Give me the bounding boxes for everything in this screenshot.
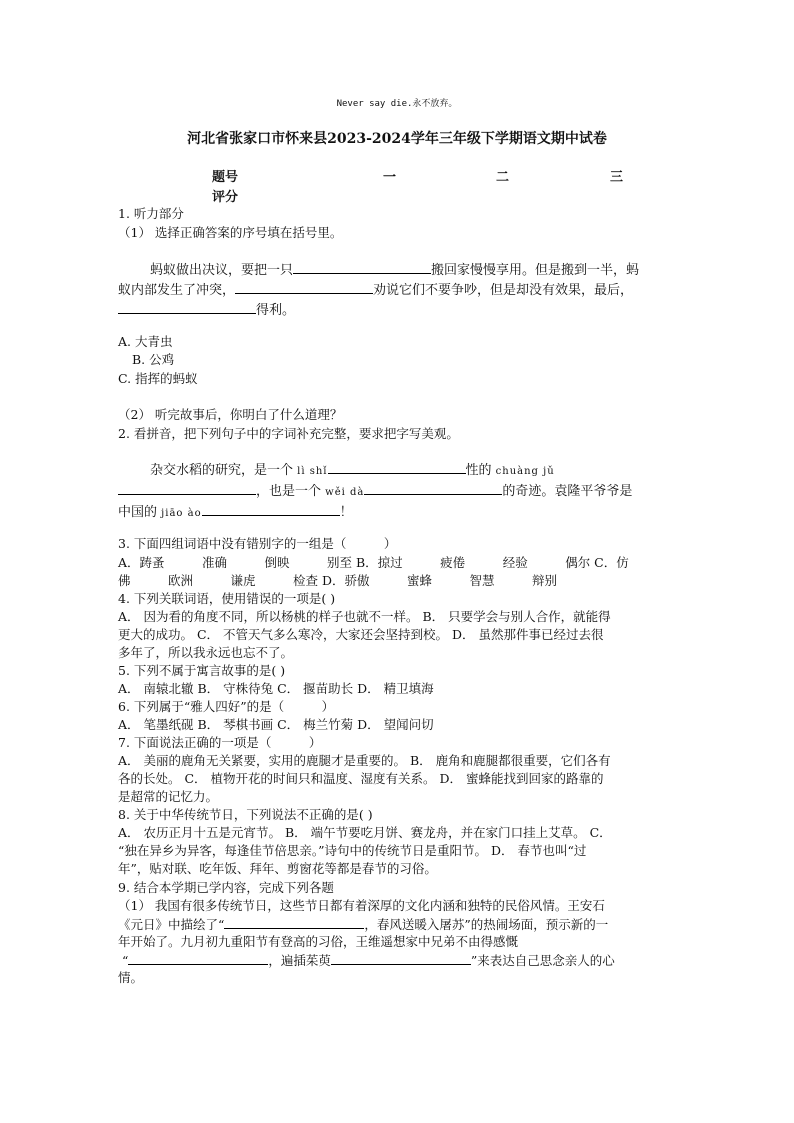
q4-options-line3: 多年了，所以我永远也忘不了。	[118, 645, 294, 660]
q4-options-line2: 更大的成功。 C． 不管天气多么寒冷，大家还会坚持到校。 D． 虽然那件事已经过去很	[118, 627, 604, 642]
q6-options: A． 笔墨纸砚 B． 琴棋书画 C． 梅兰竹菊 D． 望闻问切	[118, 717, 434, 732]
q4-options-line1: A． 因为看的角度不同，所以杨桃的样子也就不一样。 B． 只要学会与别人合作，就能得	[118, 609, 611, 624]
answer-blank[interactable]	[364, 481, 502, 495]
q7-options-line2: 各的长处。 C． 植物开花的时间只和温度、湿度有关系。 D． 蜜蜂能找到回家的路靠的	[118, 771, 604, 786]
q1-option-a: A. 大青虫	[118, 334, 173, 349]
pinyin-hint: jiāo ào	[161, 508, 202, 519]
score-table-col-3: 三	[610, 170, 624, 185]
answer-blank[interactable]	[128, 951, 268, 965]
pinyin-hint: lì shǐ	[297, 466, 328, 477]
q5-question: 5. 下列不属于寓言故事的是( )	[118, 663, 286, 678]
q2-passage	[118, 460, 678, 523]
score-table-col-2: 二	[496, 170, 510, 185]
answer-blank[interactable]	[118, 300, 256, 314]
q7-options-line3: 是超常的记忆力。	[118, 789, 219, 804]
q1-passage-text: 劝说它们不要争吵，但是却没有效果，最后，	[373, 283, 634, 298]
answer-blank[interactable]	[331, 951, 471, 965]
q1-passage	[118, 260, 678, 320]
answer-blank[interactable]	[118, 481, 256, 495]
q9-line2	[118, 915, 608, 935]
q7-options-line1: A． 美丽的鹿角无关紧要，实用的鹿腿才是重要的。 B． 鹿角和鹿腿都很重要，它们各有	[118, 753, 611, 768]
answer-blank[interactable]	[202, 502, 340, 516]
score-table-col-1: 一	[383, 170, 397, 185]
q9-line3: 年开始了。九月初九重阳节有登高的习俗，王维遥想家中兄弟不由得感慨	[118, 934, 519, 949]
answer-blank[interactable]	[293, 260, 431, 274]
q2-text: ！	[339, 505, 353, 520]
q2-title: 2. 看拼音，把下列句子中的字词补充完整，要求把字写美观。	[118, 426, 459, 441]
q9-line1: （1） 我国有很多传统节日，这些节日都有着深厚的文化内涵和独特的民俗风情。王安石	[118, 898, 605, 913]
q1-title: 1. 听力部分	[118, 206, 184, 221]
answer-blank[interactable]	[328, 460, 466, 474]
q2-text: 中国的	[118, 505, 158, 520]
q1-passage-text: 搬回家慢慢享用。但是搬到一半，蚂	[431, 263, 640, 278]
q8-options-line2: “独在异乡为异客，每逢佳节倍思亲。”诗句中的传统节日是重阳节。 D． 春节也叫“过	[118, 843, 587, 858]
q8-options-line1: A． 农历正月十五是元宵节。 B． 端午节要吃月饼、赛龙舟，并在家门口挂上艾草。 C．	[118, 825, 612, 840]
score-table-header-label: 题号	[212, 170, 239, 185]
q1-passage-text: 蚂蚁做出决议，要把一只	[150, 263, 294, 278]
q9-text: ，春风送暖入屠苏”的热闹场面，预示新的一	[364, 917, 609, 932]
q7-question: 7. 下面说法正确的一项是（ ）	[118, 735, 322, 750]
q9-text: “	[122, 953, 129, 968]
score-table-row-label: 评分	[212, 190, 239, 205]
q2-text: 的奇迹。袁隆平爷爷是	[502, 484, 633, 499]
exam-title: 河北省张家口市怀来县2023-2024学年三年级下学期语文期中试卷	[187, 131, 607, 147]
q1-option-b: B. 公鸡	[132, 352, 175, 367]
motto-header: Never say die.永不放弃。	[336, 99, 458, 109]
q8-options-line3: 年”，贴对联、吃年饭、拜年、剪窗花等都是春节的习俗。	[118, 861, 437, 876]
q3-options-line2: 佛 欧洲 谦虎 检查 D．骄傲 蜜蜂 智慧 辩别	[118, 573, 557, 588]
q1-sub1: （1） 选择正确答案的序号填在括号里。	[118, 225, 343, 240]
pinyin-hint: chuàng jǔ	[495, 466, 555, 477]
q1-passage-text: 蚁内部发生了冲突，	[118, 283, 236, 298]
q2-text: ，也是一个	[256, 484, 322, 499]
q1-sub2: （2） 听完故事后，你明白了什么道理？	[118, 407, 343, 422]
answer-blank[interactable]	[224, 915, 364, 929]
q2-text: 性的	[465, 463, 492, 478]
q5-options: A． 南辕北辙 B． 守株待兔 C． 揠苗助长 D． 精卫填海	[118, 681, 434, 696]
q2-text: 杂交水稻的研究，是一个	[150, 463, 294, 478]
q9-text: 《元日》中描绘了“	[118, 917, 225, 932]
q9-line5: 情。	[118, 970, 144, 985]
q9-text: ，遍插茱萸	[268, 953, 331, 968]
q3-options-line1: A．踌蚤 准确 倒映 别至 B．掠过 疲倦 经验 偶尔 C．仿	[118, 555, 629, 570]
q1-passage-text: 得利。	[256, 303, 296, 318]
q9-text: ”来表达自己思念亲人的心	[470, 953, 615, 968]
q6-question: 6. 下列属于“雅人四好”的是（ ）	[118, 699, 335, 714]
q3-question: 3. 下面四组词语中没有错别字的一组是（ ）	[118, 536, 397, 551]
q9-line4	[122, 951, 615, 971]
q4-question: 4. 下列关联词语，使用错误的一项是( )	[118, 591, 336, 606]
q8-question: 8. 关于中华传统节日，下列说法不正确的是( )	[118, 807, 373, 822]
q1-option-c: C. 指挥的蚂蚁	[118, 371, 198, 386]
answer-blank[interactable]	[235, 280, 373, 294]
pinyin-hint: wěi dà	[325, 487, 365, 498]
q9-title: 9. 结合本学期已学内容，完成下列各题	[118, 880, 334, 895]
